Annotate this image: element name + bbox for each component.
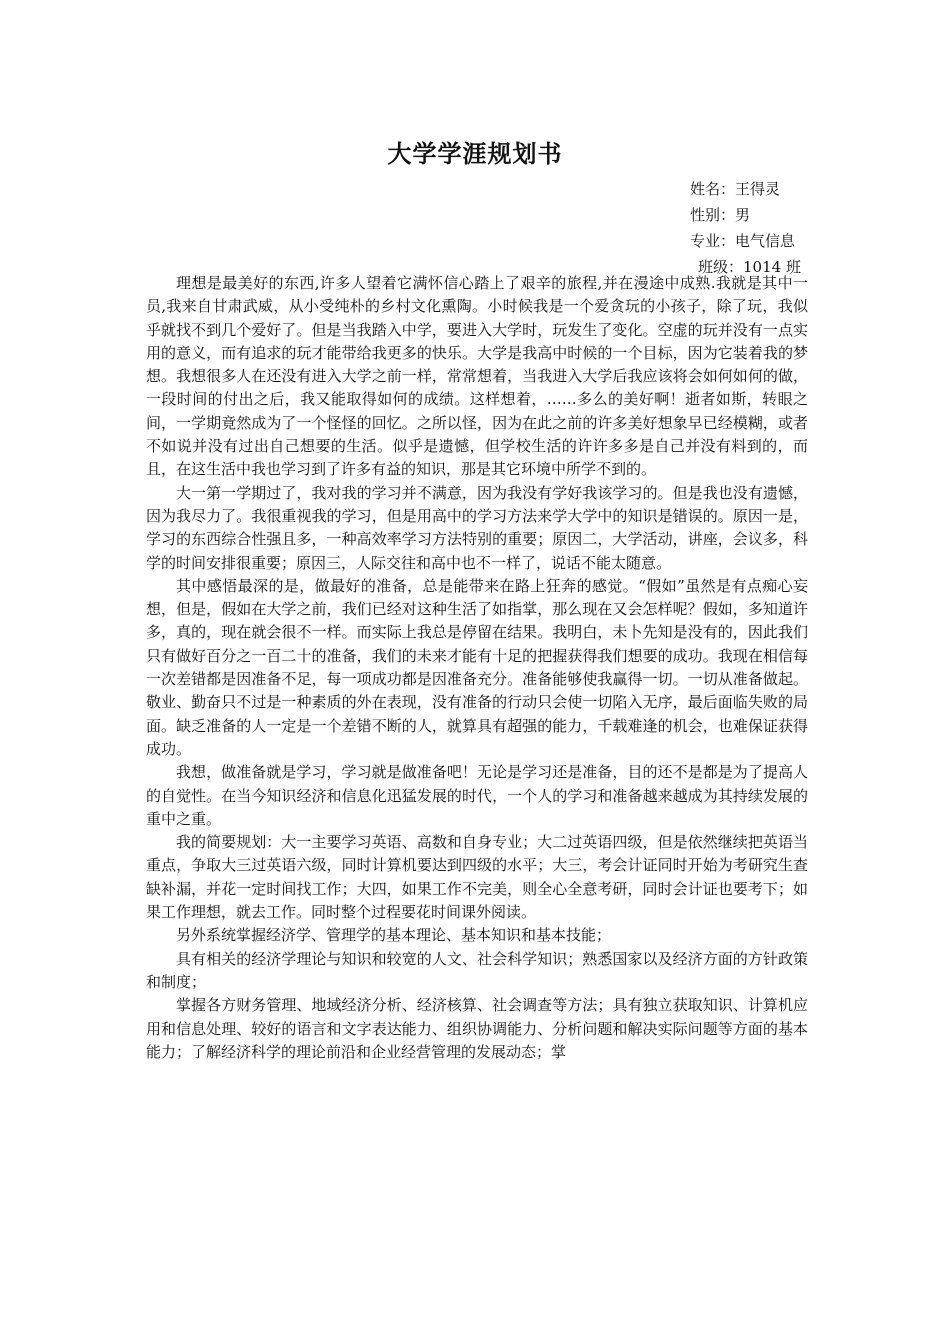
paragraph: 其中感悟最深的是，做最好的准备，总是能带来在路上狂奔的感觉。“假如”虽然是有点痴心妄想，但是，假如在大学之前，我们已经对这种生活了如指掌，那么现在又会怎样呢？假如，多知道许多，真的，现在就会很不一样。而实际上我总是停留在结果。我明白，未卜先知是没有的，因此我们只有做好百分之一百二十的准备，我们的未来才能有十足的把握获得我们想要的成功。我现在相信每一次差错都是因准备不足，每一项成功都是因准备充分。准备能够使我赢得一切。一切从准备做起。敬业、勤奋只不过是一种素质的外在表现，没有准备的行动只会使一切陷入无序，最后面临失败的局面。缺乏准备的人一定是一个差错不断的人，就算具有超强的能力，千载难逢的机会，也难保证获得成功。 bbox=[146, 576, 808, 758]
page-title: 大学学涯规划书 bbox=[387, 142, 563, 168]
paragraph: 理想是最美好的东西,许多人望着它满怀信心踏上了艰辛的旅程,并在漫途中成熟.我就是其中一员,我来自甘肃武威，从小受纯朴的乡村文化熏陶。小时候我是一个爱贪玩的小孩子，除了玩，我似乎就找不到几个爱好了。但是当我踏入中学，要进入大学时，玩发生了变化。空虚的玩并没有一点实用的意义，而有追求的玩才能带给我更多的快乐。大学是我高中时候的一个目标，因为它装着我的梦想。我想很多人在还没有进入大学之前一样，常常想着，当我进入大学后我应该将会如何如何的做，一段时间的付出之后，我又能取得如何的成绩。这样想着，……多么的美好啊！逝者如斯，转眼之间，一学期竟然成为了一个怪怪的回忆。之所以怪，因为在此之前的许多美好想象早已经模糊，或者不如说并没有过出自己想要的生活。似乎是遗憾，但学校生活的许许多多是自己并没有料到的，而且，在这生活中我也学习到了许多有益的知识，那是其它环境中所学不到的。 bbox=[146, 274, 808, 479]
author-name: 姓名：王得灵 bbox=[690, 180, 781, 198]
document-body bbox=[146, 272, 808, 1064]
paragraph: 具有相关的经济学理论与知识和较宽的人文、社会科学知识；熟悉国家以及经济方面的方针政策和制度； bbox=[146, 949, 808, 991]
paragraph: 掌握各方财务管理、地域经济分析、经济核算、社会调查等方法；具有独立获取知识、计算机应用和信息处理、较好的语言和文字表达能力、组织协调能力、分析问题和解决实际问题等方面的基本能力；了解经济科学的理论前沿和企业经营管理的发展动态；掌 bbox=[146, 996, 808, 1061]
paragraph: 我想，做准备就是学习，学习就是做准备吧！无论是学习还是准备，目的还不是都是为了提高人的自觉性。在当今知识经济和信息化迅猛发展的时代，一个人的学习和准备越来越成为其持续发展的重中之重。 bbox=[146, 763, 808, 828]
author-class: 班级：1014 班 bbox=[698, 258, 801, 276]
author-info bbox=[690, 176, 870, 280]
author-gender: 性别：男 bbox=[690, 206, 751, 224]
paragraph: 另外系统掌握经济学、管理学的基本理论、基本知识和基本技能； bbox=[176, 926, 612, 945]
paragraph: 大一第一学期过了，我对我的学习并不满意，因为我没有学好我该学习的。但是我也没有遗憾，因为我尽力了。我很重视我的学习，但是用高中的学习方法来学大学中的知识是错误的。原因一是，学习的东西综合性强且多，一种高效率学习方法特别的重要；原因二，大学活动，讲座，会议多，科学的时间安排很重要；原因三，人际交往和高中也不一样了，说话不能太随意。 bbox=[146, 483, 808, 572]
paragraph: 我的简要规划：大一主要学习英语、高数和自身专业；大二过英语四级，但是依然继续把英语当重点，争取大三过英语六级，同时计算机要达到四级的水平；大三，考会计证同时开始为考研究生查缺补漏，并花一定时间找工作；大四，如果工作不完美，则全心全意考研，同时会计证也要考下；如果工作理想，就去工作。同时整个过程要花时间课外阅读。 bbox=[146, 833, 808, 922]
author-major: 专业：电气信息 bbox=[690, 232, 796, 250]
